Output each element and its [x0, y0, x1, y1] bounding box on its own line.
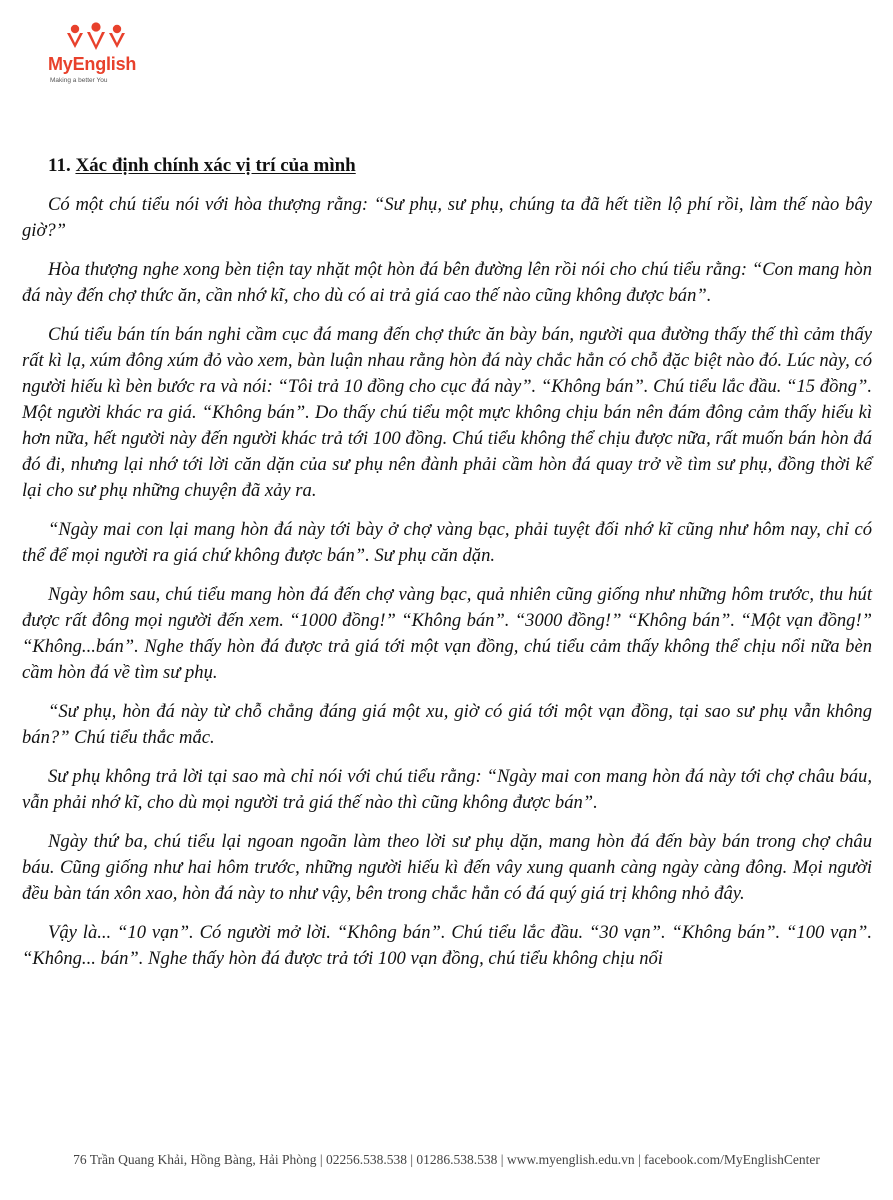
brand-name: MyEnglish [48, 54, 137, 74]
article [22, 154, 872, 985]
brand-logo [48, 22, 158, 92]
paragraph: “Sư phụ, hòn đá này từ chỗ chẳng đáng giá một xu, giờ có giá tới một vạn đồng, tại sao sư phụ vẫn không bán?” Chú tiểu thắc mắc. [22, 701, 872, 748]
paragraph: Ngày thứ ba, chú tiểu lại ngoan ngoãn làm theo lời sư phụ dặn, mang hòn đá đến bày bán trong chợ châu báu. Cũng giống như hai hôm trước, những người hiếu kì đến vây xung quanh càng ngày càng đông. Mọi người đều bàn tán xôn xao, hòn đá này to như vậy, bên trong chắc hẳn có đá quý giá trị không nhỏ đây. [22, 831, 872, 904]
paragraph: Có một chú tiểu nói với hòa thượng rằng: “Sư phụ, sư phụ, chúng ta đã hết tiền lộ phí rồi, làm thế nào bây giờ?” [22, 194, 872, 241]
paragraph: Hòa thượng nghe xong bèn tiện tay nhặt một hòn đá bên đường lên rồi nói cho chú tiểu rằng: “Con mang hòn đá này đến chợ thức ăn, cần nhớ kĩ, cho dù có ai trả giá cao thế nào cũng không được bán”. [22, 259, 872, 306]
brand-tagline: Making a better You [50, 77, 108, 84]
article-number: 11. [48, 155, 71, 176]
article-title: Xác định chính xác vị trí của mình [75, 155, 356, 176]
paragraph: Ngày hôm sau, chú tiểu mang hòn đá đến chợ vàng bạc, quả nhiên cũng giống như những hôm trước, thu hút được rất đông mọi người đến xem. “1000 đồng!” “Không bán”. “3000 đồng!” “Không bán”. “Một vạn đồng!” “Không...bán”. Nghe thấy hòn đá được trả giá tới một vạn đồng, chú tiểu cảm thấy không thể chịu nổi nữa bèn cầm hòn đá về tìm sư phụ. [22, 584, 872, 683]
article-heading [48, 154, 872, 178]
page-footer: 76 Trần Quang Khải, Hồng Bàng, Hải Phòng | 02256.538.538 | 01286.538.538 | www.myenglish.edu.vn | facebook.com/MyEnglishCenter [73, 1152, 820, 1167]
paragraph: Sư phụ không trả lời tại sao mà chỉ nói với chú tiểu rằng: “Ngày mai con mang hòn đá này tới chợ châu báu, vẫn phải nhớ kĩ, cho dù mọi người trả giá thế nào thì cũng không được bán”. [22, 766, 872, 813]
paragraph: Vậy là... “10 vạn”. Có người mở lời. “Không bán”. Chú tiểu lắc đầu. “30 vạn”. “Không bán”. “100 vạn”. “Không... bán”. Nghe thấy hòn đá được trả tới 100 vạn đồng, chú tiểu không chịu nổi [22, 922, 872, 969]
paragraph: Chú tiểu bán tín bán nghi cầm cục đá mang đến chợ thức ăn bày bán, người qua đường thấy thế thì cảm thấy rất kì lạ, xúm đông xúm đỏ vào xem, bàn luận nhau rằng hòn đá này chắc hẳn có chỗ đặc biệt nào đó. Lúc này, có người hiếu kì bèn bước ra và nói: “Tôi trả 10 đồng cho cục đá này”. “Không bán”. Chú tiểu lắc đầu. “15 đồng”. Một người khác ra giá. “Không bán”. Do thấy chú tiểu một mực không chịu bán nên đám đông cảm thấy hiếu kì hơn nữa, hết người này đến người khác trả tới 100 đồng. Chú tiểu không thể chịu được nữa, rất muốn bán hòn đá đó đi, nhưng lại nhớ tới lời căn dặn của sư phụ nên đành phải cầm hòn đá quay trở về tìm sư phụ, đồng thời kể lại cho sư phụ những chuyện đã xảy ra. [22, 324, 873, 501]
people-logo-icon [48, 22, 158, 54]
paragraph: “Ngày mai con lại mang hòn đá này tới bày ở chợ vàng bạc, phải tuyệt đối nhớ kĩ cũng như hôm nay, chỉ có thể để mọi người ra giá chứ không được bán”. Sư phụ căn dặn. [22, 519, 872, 566]
